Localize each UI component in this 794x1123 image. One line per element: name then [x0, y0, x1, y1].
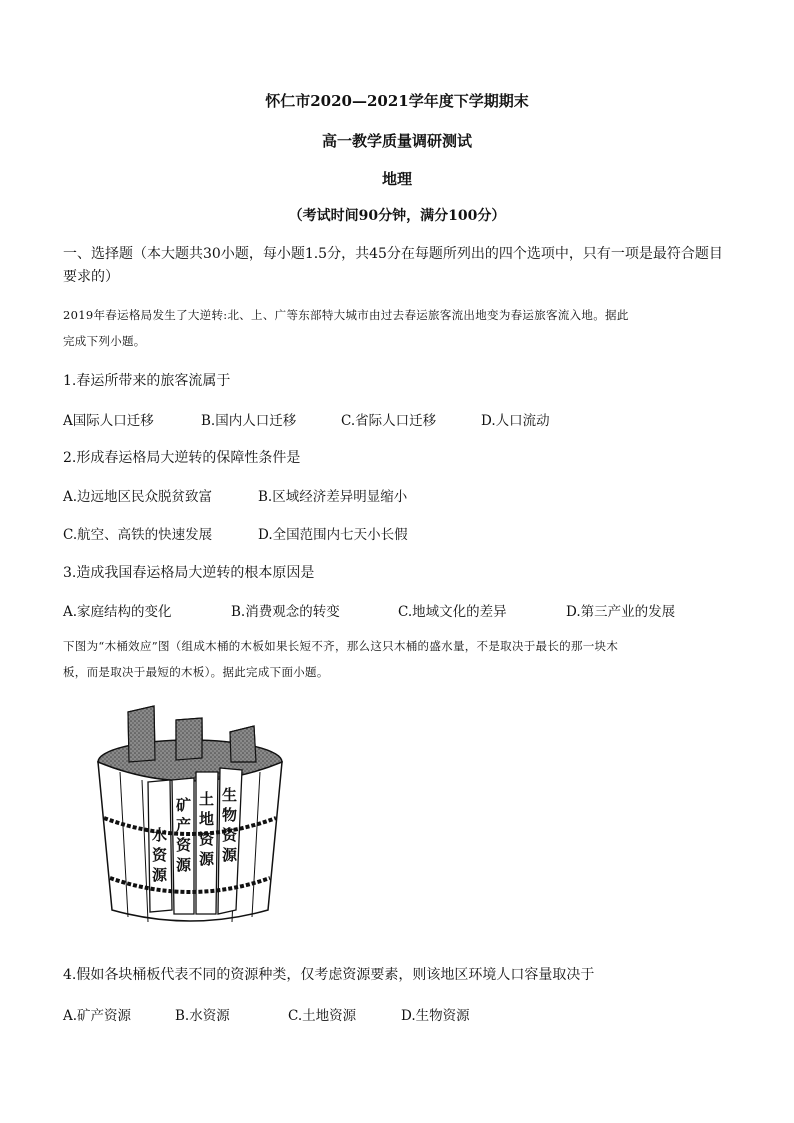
subject-title: 地理	[381, 170, 412, 188]
passage-2-line2: 板，而是取决于最短的木板）。据此完成下面小题。	[63, 665, 329, 679]
question-4-stem: 4.假如各块桶板代表不同的资源种类，仅考虑资源要素，则该地区环境人口容量取决于	[63, 967, 595, 983]
passage-1-line1: 2019年春运格局发生了大逆转:北、上、广等东部特大城市由过去春运旅客流出地变为春运旅客流入地。据此	[63, 308, 629, 322]
q4-option-a[interactable]: A.矿产资源	[63, 1008, 132, 1024]
question-1-stem: 1.春运所带来的旅客流属于	[63, 373, 231, 389]
question-2-stem: 2.形成春运格局大逆转的保障性条件是	[63, 450, 301, 466]
q3-option-d[interactable]: D.第三产业的发展	[566, 604, 676, 620]
q1-option-b[interactable]: B.国内人口迁移	[201, 413, 297, 429]
q4-option-d[interactable]: D.生物资源	[401, 1008, 470, 1024]
q3-option-a[interactable]: A.家庭结构的变化	[63, 604, 172, 620]
label-water: 水资源	[152, 826, 168, 884]
label-mineral: 矿产资源	[176, 796, 192, 874]
q2-option-d[interactable]: D.全国范围内七天小长假	[258, 527, 408, 543]
q3-option-c[interactable]: C.地域文化的差异	[398, 604, 507, 620]
section-heading	[63, 243, 743, 289]
passage-2-line1: 下图为“木桶效应”图（组成木桶的木板如果长短不齐，那么这只木桶的盛水量，不是取决于最长的那一块木	[63, 639, 619, 653]
exam-info: （考试时间90分钟，满分100分）	[288, 208, 506, 224]
section-heading-line1: 一、选择题（本大题共30小题，每小题1.5分，共45分在每题所列出的四个选项中，只有一项是最符合题目	[63, 246, 723, 262]
title-line1: 怀仁市2020—2021学年度下学期期末	[265, 92, 529, 110]
passage-1-line2: 完成下列小题。	[63, 334, 146, 348]
q4-option-c[interactable]: C.土地资源	[288, 1008, 357, 1024]
passage-1	[63, 302, 743, 354]
q2-option-b[interactable]: B.区域经济差异明显缩小	[258, 489, 408, 505]
q1-option-d[interactable]: D.人口流动	[481, 413, 550, 429]
barrel-illustration	[90, 700, 300, 935]
q1-option-a[interactable]: A国际人口迁移	[63, 413, 154, 429]
q1-option-c[interactable]: C.省际人口迁移	[341, 413, 437, 429]
passage-2	[63, 633, 743, 685]
title-line2: 高一教学质量调研测试	[321, 132, 472, 150]
wooden-barrel-figure	[90, 700, 300, 935]
label-bio: 生物资源	[222, 786, 238, 864]
q2-option-c[interactable]: C.航空、高铁的快速发展	[63, 527, 213, 543]
label-land: 土地资源	[199, 790, 215, 868]
q2-option-a[interactable]: A.边远地区民众脱贫致富	[63, 489, 213, 505]
q4-option-b[interactable]: B.水资源	[175, 1008, 230, 1024]
q3-option-b[interactable]: B.消费观念的转变	[231, 604, 340, 620]
section-heading-line2: 要求的）	[63, 269, 119, 285]
question-3-stem: 3.造成我国春运格局大逆转的根本原因是	[63, 565, 315, 581]
tall-planks-front	[128, 706, 256, 762]
